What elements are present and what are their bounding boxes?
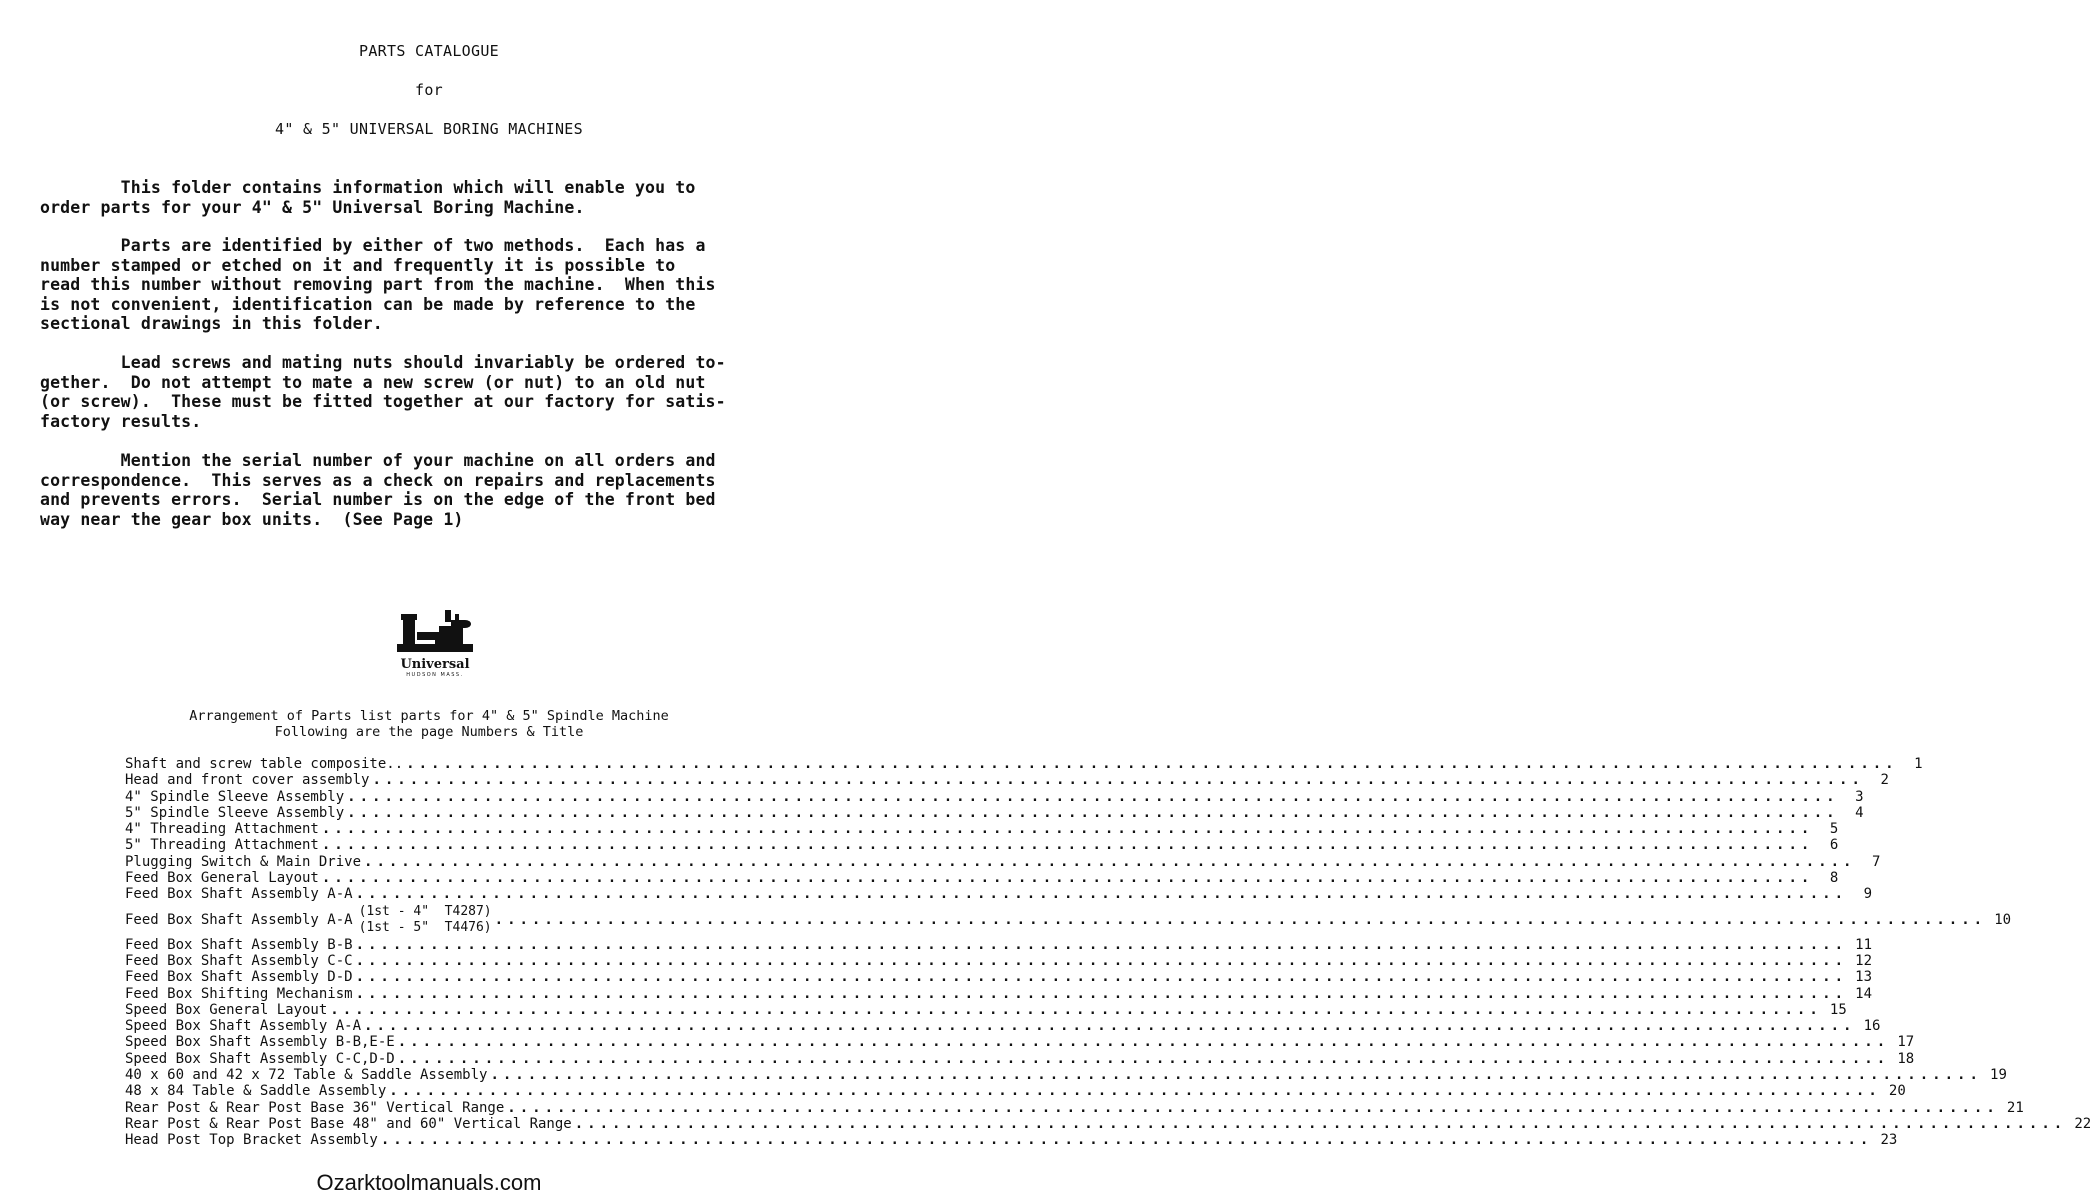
toc-leader-dots: ........................................................................................................................ [347, 804, 1839, 821]
toc-title: 4" Spindle Sleeve Assembly [125, 788, 345, 805]
toc-page-number: 18 [1897, 1050, 1915, 1067]
toc-page-number: 14 [1855, 985, 1873, 1002]
toc-note [359, 904, 492, 936]
logo-location: HUDSON MASS. [406, 672, 464, 678]
toc-leader-dots: ........................................................................................................................ [507, 1099, 1999, 1116]
toc-row [125, 772, 1889, 789]
toc-row [125, 1132, 1898, 1149]
toc-row [125, 952, 1873, 969]
toc-row [125, 870, 1839, 887]
toc-row [125, 1018, 1881, 1035]
footer-website: Ozarktoolmanuals.com [316, 1170, 542, 1195]
toc-row [125, 886, 1873, 903]
toc-page-number: 6 [1829, 837, 1839, 854]
toc-leader-dots: ........................................................................................................................ [389, 1083, 1881, 1100]
page-subtitle: 4" & 5" UNIVERSAL BORING MACHINES [275, 120, 583, 138]
toc-title: 5" Threading Attachment [125, 837, 319, 854]
toc-leader-dots: ........................................................................................................................ [330, 1001, 1822, 1018]
toc-page-number: 10 [1994, 911, 2012, 928]
toc-title: Feed Box Shaft Assembly D-D [125, 969, 353, 986]
toc-page-number: 17 [1897, 1034, 1915, 1051]
toc-row [125, 788, 1864, 805]
toc-row [125, 936, 1873, 953]
toc-page-number: 20 [1888, 1083, 1906, 1100]
toc-leader-dots: ........................................................................................................................ [355, 952, 1848, 969]
table-of-contents [125, 756, 2091, 1149]
toc-intro-line1: Arrangement of Parts list parts for 4" & 5" Spindle Machine [189, 708, 669, 724]
toc-page-number: 23 [1880, 1132, 1898, 1149]
toc-title: Head and front cover assembly [125, 772, 370, 789]
toc-title: Feed Box Shaft Assembly A-A [125, 911, 353, 928]
toc-title: 40 x 60 and 42 x 72 Table & Saddle Assembly [125, 1067, 488, 1084]
toc-row [125, 985, 1873, 1002]
toc-leader-dots: ........................................................................................................................ [355, 985, 1848, 1002]
toc-page-number: 5 [1829, 821, 1839, 838]
toc-title: Feed Box Shifting Mechanism [125, 985, 353, 1002]
toc-title: Shaft and screw table composite.. [125, 756, 404, 772]
toc-row [125, 1099, 2024, 1116]
toc-title: Rear Post & Rear Post Base 48" and 60" Vertical Range [125, 1115, 572, 1132]
logo-wordmark: Universal [400, 657, 470, 672]
toc-title: Feed Box General Layout [125, 870, 319, 887]
toc-page-number: 11 [1855, 936, 1873, 953]
toc-note-line: (1st - 5" T4476) [358, 919, 492, 935]
toc-leader-dots: ........................................................................................................................ [380, 1132, 1873, 1149]
toc-leader-dots: ........................................................................................................................ [397, 1050, 1890, 1067]
toc-page-number: 16 [1863, 1018, 1881, 1035]
boring-machine-icon [395, 606, 475, 656]
toc-title: Speed Box Shaft Assembly B-B,E-E [125, 1034, 395, 1051]
toc-row [125, 1115, 2091, 1132]
toc-title: Speed Box Shaft Assembly A-A [125, 1018, 362, 1035]
paragraph-lead-screws: Lead screws and mating nuts should invariably be ordered to- gether. Do not attempt to mate a new screw (or nut) to an old nut (or screw). These must be fitted together at our factory for satis- factory results. [40, 353, 726, 431]
toc-intro-line2: Following are the page Numbers & Title [274, 724, 584, 740]
toc-note-line: (1st - 4" T4287) [358, 903, 492, 919]
toc-page-number: 4 [1855, 804, 1864, 821]
toc-page-number: 2 [1880, 772, 1889, 789]
toc-row [125, 1034, 1915, 1051]
toc-title: Speed Box General Layout [125, 1001, 328, 1018]
toc-row [125, 853, 1881, 870]
toc-row [125, 969, 1873, 986]
toc-leader-dots: ........................................................................................................................ [321, 821, 1814, 838]
toc-title: Feed Box Shaft Assembly B-B [125, 936, 353, 953]
toc-row [125, 837, 1839, 854]
paragraph-serial-number: Mention the serial number of your machine on all orders and correspondence. This serves as a check on repairs and replacements and prevents errors. Serial number is on the edge of the front bed way near the gear box units. (See Page 1) [40, 451, 716, 529]
toc-page-number: 15 [1829, 1001, 1847, 1018]
toc-title: 48 x 84 Table & Saddle Assembly [125, 1083, 387, 1100]
toc-title: Feed Box Shaft Assembly C-C [125, 952, 353, 969]
page-title: PARTS CATALOGUE [359, 42, 499, 60]
toc-title: Feed Box Shaft Assembly A-A [125, 886, 353, 903]
toc-page-number: 7 [1872, 853, 1881, 870]
toc-page-number: 19 [1990, 1067, 2007, 1084]
toc-leader-dots: ........................................................................................................................ [347, 788, 1839, 805]
toc-leader-dots: ........................................................................................................................ [397, 1034, 1890, 1051]
toc-page-number: 1 [1914, 756, 1923, 772]
toc-leader-dots: ........................................................................................................................ [321, 837, 1814, 854]
toc-leader-dots: ........................................................................................................................ [490, 1067, 1982, 1084]
title-for: for [415, 81, 443, 99]
toc-page-number: 22 [2074, 1115, 2091, 1132]
paragraph-identification: Parts are identified by either of two methods. Each has a number stamped or etched on it and frequently it is possible to read this number without removing part from the machine. When this is not convenient, identification can be made by reference to the sectional drawings in this folder. [40, 236, 716, 333]
toc-row [125, 1067, 2007, 1084]
toc-row [125, 804, 1864, 821]
toc-page-number: 12 [1855, 952, 1873, 969]
toc-leader-dots: ........................................................................................................................ [372, 772, 1864, 789]
toc-row [125, 756, 1923, 772]
toc-row [125, 821, 1839, 838]
toc-leader-dots: ........................................................................................................................ [321, 870, 1814, 887]
toc-title: 4" Threading Attachment [125, 821, 319, 838]
toc-leader-dots: ........................................................................................................................ [494, 911, 1987, 928]
toc-leader-dots: ........................................................................................................................ [364, 853, 1856, 870]
toc-leader-dots: ........................................................................................................................ [364, 1018, 1856, 1035]
paragraph-folder-info: This folder contains information which will enable you to order parts for your 4" & 5" Universal Boring Machine. [40, 178, 696, 217]
toc-title: Plugging Switch & Main Drive [125, 853, 362, 870]
toc-page-number: 9 [1863, 886, 1873, 903]
toc-leader-dots: ........................................................................................................................ [406, 756, 1898, 772]
toc-title: Rear Post & Rear Post Base 36" Vertical Range [125, 1099, 505, 1116]
toc-leader-dots: ........................................................................................................................ [355, 936, 1848, 953]
toc-row [125, 903, 2012, 937]
toc-title: Speed Box Shaft Assembly C-C,D-D [125, 1050, 395, 1067]
toc-row [125, 1050, 1915, 1067]
toc-page-number: 21 [2006, 1099, 2024, 1116]
toc-leader-dots: ........................................................................................................................ [355, 886, 1848, 903]
universal-logo [390, 606, 480, 686]
toc-leader-dots: ........................................................................................................................ [574, 1115, 2067, 1132]
toc-leader-dots: ........................................................................................................................ [355, 969, 1848, 986]
toc-page-number: 3 [1855, 788, 1864, 805]
toc-page-number: 13 [1855, 969, 1873, 986]
toc-title: 5" Spindle Sleeve Assembly [125, 804, 345, 821]
toc-title: Head Post Top Bracket Assembly [125, 1132, 378, 1149]
toc-page-number: 8 [1829, 870, 1839, 887]
toc-row [125, 1001, 1847, 1018]
toc-row [125, 1083, 1906, 1100]
